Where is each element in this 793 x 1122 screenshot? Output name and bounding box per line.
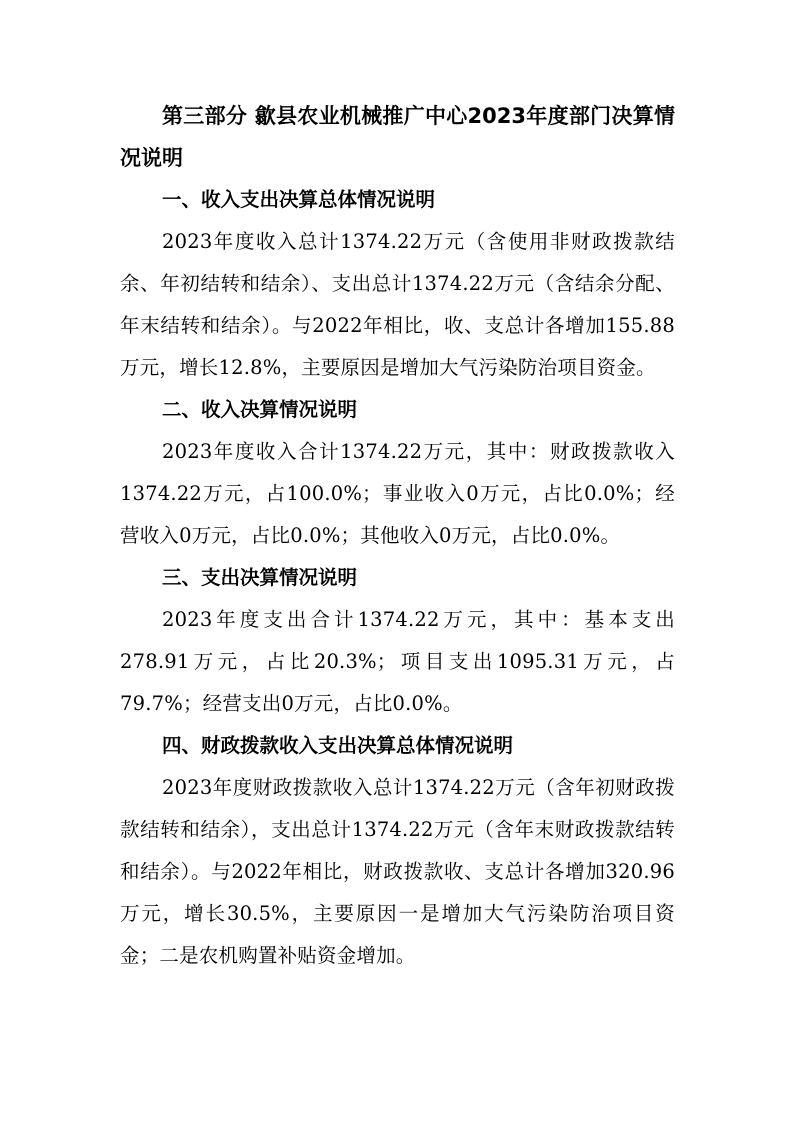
section-paragraph-1: 2023年度收入总计1374.22万元（含使用非财政拨款结余、年初结转和结余）、支出总计1374.22万元（含结余分配、年末结转和结余）。与2022年相比，收、支总计各增加155.88万元，增长12.8%，主要原因是增加大气污染防治项目资金。 (120, 230, 675, 379)
document-body (120, 95, 675, 977)
section-heading-4: 四、财政拨款收入支出决算总体情况说明 (162, 734, 514, 757)
section-paragraph-2: 2023年度收入合计1374.22万元，其中：财政拨款收入1374.22万元，占100.0%；事业收入0万元，占比0.0%；经营收入0万元，占比0.0%；其他收入0万元，占比0.0%。 (120, 440, 675, 547)
section-heading-2: 二、收入决算情况说明 (162, 398, 358, 421)
section-paragraph-4: 2023年度财政拨款收入总计1374.22万元（含年初财政拨款结转和结余），支出总计1374.22万元（含年末财政拨款结转和结余）。与2022年相比，财政拨款收、支总计各增加320.96万元，增长30.5%，主要原因一是增加大气污染防治项目资金；二是农机购置补贴资金增加。 (120, 776, 675, 967)
section-heading-3: 三、支出决算情况说明 (162, 566, 358, 589)
section-paragraph-3: 2023年度支出合计1374.22万元，其中：基本支出278.91万元，占比20.3%；项目支出1095.31万元，占79.7%；经营支出0万元，占比0.0%。 (120, 608, 675, 715)
section-heading-1: 一、收入支出决算总体情况说明 (162, 188, 436, 211)
document-title: 第三部分 歙县农业机械推广中心2023年度部门决算情况说明 (120, 104, 675, 170)
